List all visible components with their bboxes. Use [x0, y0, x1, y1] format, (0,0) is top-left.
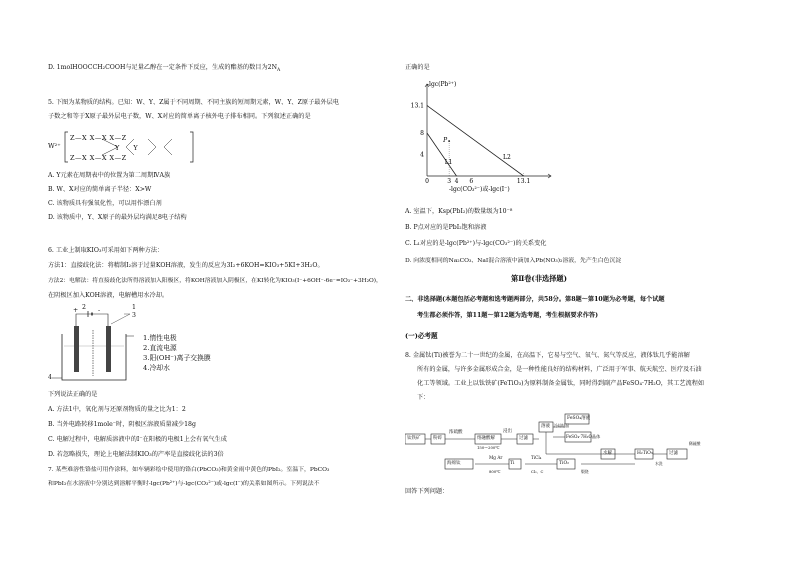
- flow-crush: 粉碎: [433, 436, 442, 441]
- flow-calcine: 煅烧: [581, 469, 589, 474]
- label-2: 2: [82, 304, 86, 311]
- q6-option-a: A. 方法1中，氧化剂与还原剂物质的量之比为1：2: [48, 406, 186, 413]
- electrolysis-cell: [48, 304, 138, 386]
- chart-x-tick-label: 4: [454, 178, 459, 185]
- structure-top-row: Z—X X—X X—Z: [70, 134, 127, 142]
- q5-stem-line1: 5. 下图为某物质的结构。已知：W、Y、Z属于不同周期、不同主族的短周期元素，W、Y、Z原子最外层电: [48, 99, 340, 106]
- q6-method2: 方法2：电解法：将直接歧化法所得溶液加入阳极区，将KOH溶液加入阴极区，在KI转化为KIO₃(I⁻+6OH⁻-6e⁻=IO₃⁻+3H₂O)，: [48, 278, 382, 284]
- flow-tio2: TiO₂: [559, 461, 569, 466]
- q7-option-b: B. P点对应的是PbI₂饱和溶液: [405, 224, 487, 231]
- required-section: (一)必考题: [405, 332, 438, 340]
- structure-bottom-row: Z—X X—X X—Z: [70, 154, 127, 162]
- flow-hydrolysis: 水解: [603, 451, 612, 456]
- q7-stem-line3: 正确的是: [405, 64, 430, 71]
- q7-option-a: A. 室温下，Ksp(PbI₂)的数量级为10⁻⁸: [405, 208, 513, 215]
- q7-stem-line2: 和PbI₂在水溶液中分别达到溶解平衡时-lgc(Pb²⁺)与-lgc(CO₃²⁻)或-lgc(I⁻)的关系如图所示。下列说法不: [48, 481, 320, 487]
- flow-h2tio3: H₂TiO₃: [637, 451, 653, 456]
- flow-feso4-solution: FeSO₄溶液: [567, 416, 591, 421]
- chart-xlabel: -lgc(CO₃²⁻)或-lgc(I⁻): [449, 186, 510, 193]
- part2-instructions-line1: 二、非选择题(本题包括必考题和选考题两部分，共58分。第8题～第10题为必考题，每个试题: [405, 296, 665, 303]
- q6-option-d: D. 若忽略损失，理论上电解法制KIO₃的产率是直接歧化法的3倍: [48, 451, 224, 458]
- q7-option-c: C. L₁对应的是-lgc(Pb²⁺)与-lgc(CO₃²⁻)的关系变化: [405, 240, 547, 247]
- flow-acid: 浓硫酸: [449, 430, 463, 435]
- flow-melt: 熔融酸解: [477, 436, 495, 441]
- q5-structure: [48, 130, 248, 164]
- structure-w-ion: W²⁺: [48, 142, 61, 150]
- label-minus: -: [98, 307, 101, 314]
- q5-option-b: B. W、X对应的简单离子半径：X>W: [48, 186, 152, 193]
- legend-membrane: 3.阳(OH⁻)离子交换膜: [143, 354, 211, 362]
- q6-method2-cont: 在阴极区加入KOH溶液，电解槽用水冷却。: [48, 292, 169, 299]
- structure-middle-row: Y Y: [115, 144, 138, 152]
- q6-method1: 方法1：直接歧化法：将精制I₂溶于过量KOH溶液，发生的反应为3I₂+6KOH=KIO₃+5KI+3H₂O。: [48, 262, 324, 269]
- q7-option-d: D. 向浓度相同的Na₂CO₃、NaI混合溶液中滴加入Pb(NO₃)₂溶液，先产生白色沉淀: [405, 258, 622, 264]
- q6-option-b: B. 当外电路转移1mole⁻时，阴极区溶液质量减少18g: [48, 421, 196, 428]
- electrolysis-diagram: [48, 304, 248, 386]
- part2-title: 第Ⅱ卷(非选择题): [511, 274, 567, 283]
- flow-dilute-acid: 稀硫酸: [689, 441, 701, 446]
- q6-option-c: C. 电解过程中，电解质溶液中的I⁻在阳极的电极1上会有氧气生成: [48, 436, 227, 443]
- q7-stem-line1: 7. 某些难溶性铬盐可用作涂料，如车辆彩绘中使用的铬白(PbCO₃)和黄金雨中黄色的PbI₂。室温下，PbCO₃: [48, 467, 330, 473]
- label-3: 3: [132, 312, 136, 319]
- flow-filter2: 过滤: [669, 451, 678, 456]
- chart-series-l2: [427, 106, 524, 176]
- chart-x-tick-label: 6: [469, 178, 474, 185]
- q8-stem-line2: 所有的金属，与许多金属形成合金，是一种性能良好的结构材料，广泛用于军事、航天航空、医疗及石油: [417, 366, 702, 373]
- q6-stem: 6. 工业上制取KIO₃可采用如下两种方法：: [48, 247, 164, 254]
- label-plus: +: [73, 307, 79, 314]
- chart-series-l1: [427, 133, 457, 176]
- flow-filter1: 过滤: [519, 436, 528, 441]
- flow-ticl4: TiCl₄: [531, 455, 542, 460]
- flow-mg-ar: Mg Ar: [489, 455, 503, 460]
- q6-question: 下列说法正确的是: [48, 391, 98, 398]
- flow-temp2: 800℃: [489, 469, 501, 474]
- q8-stem-line4: 下：: [417, 394, 430, 401]
- chart-point-p-label: P: [443, 137, 448, 145]
- chart-y-tick-label: 4: [420, 151, 424, 159]
- label-4: 4: [48, 374, 52, 381]
- chart-y-tick-label: 8: [420, 130, 424, 137]
- chart-ylabel: -lgc(Pb²⁺): [427, 81, 457, 88]
- flow-ore: 钛铁矿: [407, 436, 421, 441]
- q8-answer-prompt: 回答下列问题：: [405, 488, 449, 495]
- flow-wash: 水洗: [655, 461, 663, 466]
- chart-x-tick-label: 0: [425, 178, 429, 185]
- flow-leach: 浸出: [503, 429, 512, 434]
- flow-crystallize: 冷却结晶: [554, 423, 570, 428]
- legend-power: 2.直流电源: [143, 344, 177, 352]
- flow-cl2-c: Cl₂、C: [531, 469, 544, 474]
- chart-y-tick-label: 13.1: [410, 102, 424, 110]
- flow-ti: Ti: [510, 461, 515, 466]
- q5-stem-line2: 子数之和等于X原子最外层电子数，W、X对应的简单离子核外电子排布相同。下列叙述正确的是: [48, 113, 311, 120]
- label-1: 1: [132, 304, 136, 311]
- process-flowchart: [405, 410, 735, 474]
- q8-stem-line3: 化工等领域。工业上以钛铁矿(FeTiO₃)为原料制备金属钛，同时得到副产品FeSO₄·7H₂O，其工艺流程如: [417, 380, 705, 387]
- chart-x-tick-label: 13.1: [516, 178, 531, 185]
- q5-option-a: A. Y元素在周期表中的位置为第二周期ⅣA族: [48, 172, 171, 179]
- chart-point-p: [448, 140, 450, 142]
- q8-stem-line1: 8. 金属钛(Ti)被誉为二十一世纪的金属，在高温下，它易与空气、氧气、氮气等反应，液体钛几乎能溶解: [405, 352, 690, 359]
- q5-option-d: D. 该物质中，Y、X原子的最外层均满足8电子结构: [48, 214, 187, 221]
- flow-solution: 溶液: [541, 424, 550, 429]
- flow-temp1: 150～200℃: [477, 445, 500, 450]
- chart-series-label: L2: [502, 153, 511, 161]
- flow-feso4-crystal: FeSO₄·7H₂O晶体: [566, 434, 601, 439]
- flow-sponge-ti: 海绵钛: [447, 461, 461, 466]
- legend-coolant: 4.冷却水: [143, 364, 170, 372]
- part2-instructions-line2: 考生都必须作答，第11题～第12题为选考题，考生根据要求作答): [417, 312, 599, 319]
- q5-option-c: C. 该物质具有强氧化性，可以用作漂白剂: [48, 200, 162, 207]
- q4-option-d: D. 1molHOOCCH₂COOH与足量乙醇在一定条件下反应，生成的酯基的数目为$2N_A$: [48, 64, 281, 74]
- chart-x-tick-label: 3: [447, 178, 452, 185]
- solubility-chart: [405, 76, 555, 194]
- legend-electrode: 1.惰性电极: [143, 334, 177, 342]
- chart-series-label: L1: [444, 159, 453, 167]
